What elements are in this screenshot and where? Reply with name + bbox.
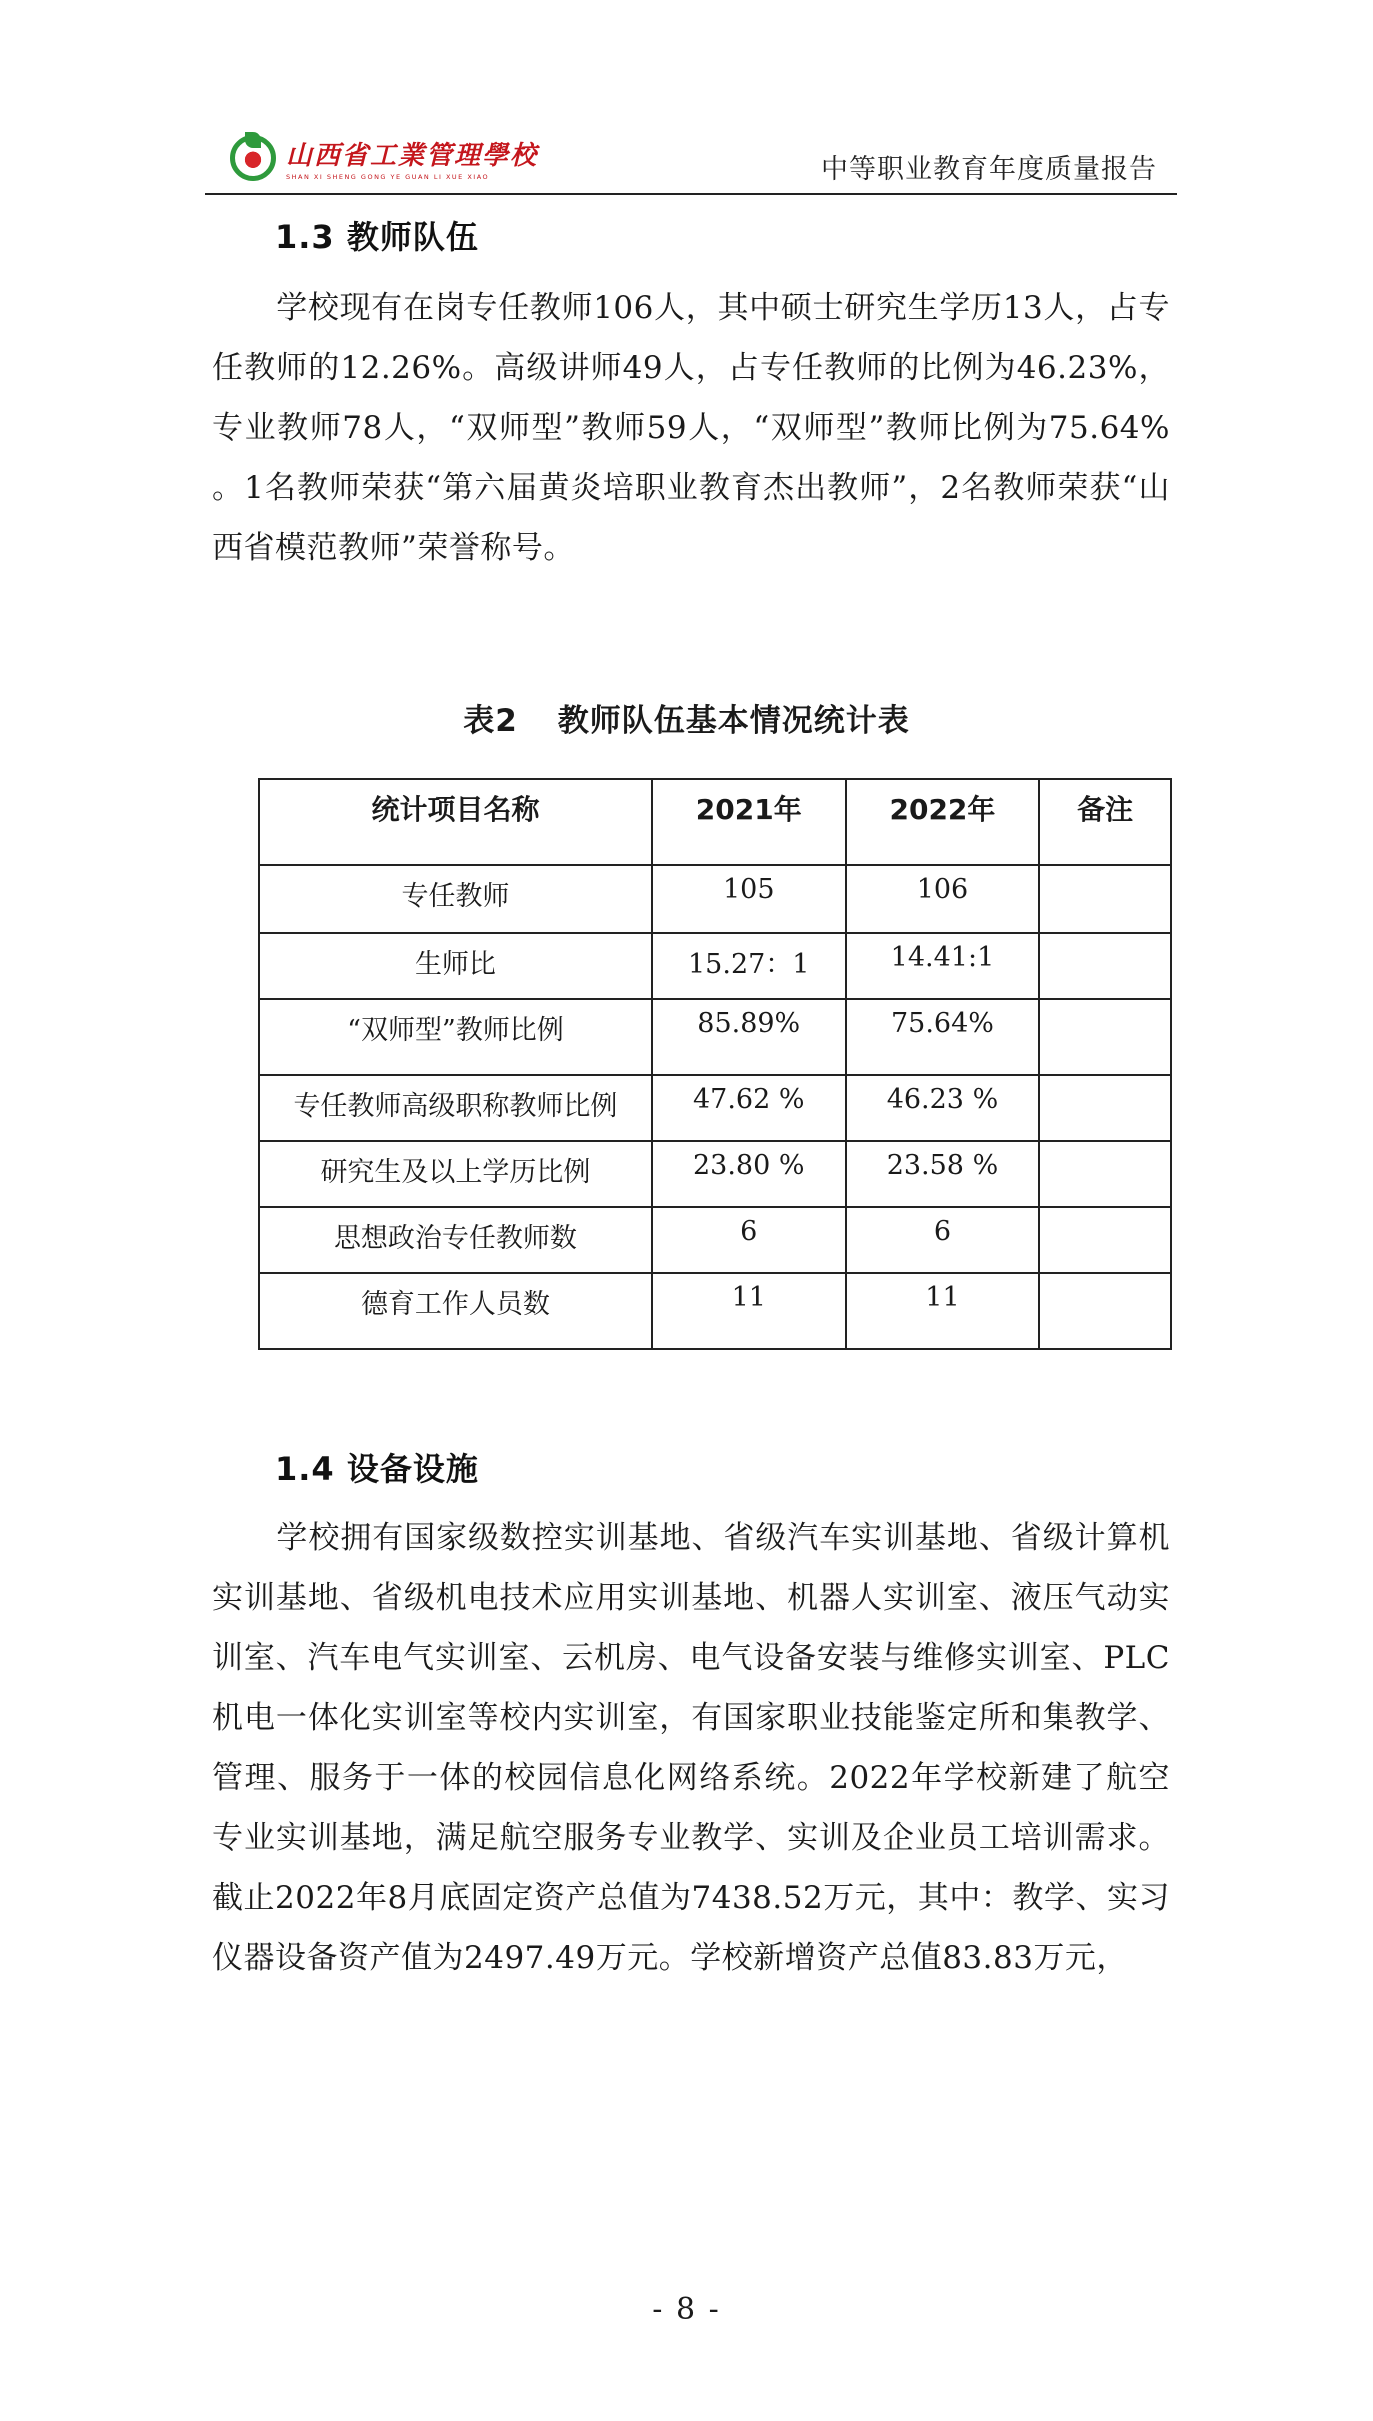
table-row xyxy=(259,933,1171,999)
section-title-facilities: 1.4 设备设施 xyxy=(275,1450,479,1488)
value-2021: 47.62 % xyxy=(652,1075,846,1141)
table-caption xyxy=(0,695,1373,740)
teacher-stats-table xyxy=(258,778,1172,1350)
row-label: 专任教师高级职称教师比例 xyxy=(259,1075,652,1141)
value-2021: 15.27：1 xyxy=(652,933,846,999)
remarks-cell xyxy=(1039,865,1171,933)
value-2021: 85.89% xyxy=(652,999,846,1075)
school-logo xyxy=(230,135,538,181)
logo-pinyin-name: SHAN XI SHENG GONG YE GUAN LI XUE XIAO xyxy=(286,173,490,181)
remarks-cell xyxy=(1039,1207,1171,1273)
table-row xyxy=(259,1141,1171,1207)
header-2021: 2021年 xyxy=(652,779,846,865)
row-label: “双师型”教师比例 xyxy=(259,999,652,1075)
table-row xyxy=(259,1273,1171,1349)
teachers-paragraph xyxy=(212,278,1170,578)
header-item-name: 统计项目名称 xyxy=(259,779,652,865)
table-row xyxy=(259,865,1171,933)
value-2022: 6 xyxy=(846,1207,1040,1273)
header-divider xyxy=(205,193,1177,195)
table-row xyxy=(259,999,1171,1075)
remarks-cell xyxy=(1039,933,1171,999)
facilities-paragraph-text: 学校拥有国家级数控实训基地、省级汽车实训基地、省级计算机实训基地、省级机电技术应用实训基地、机器人实训室、液压气动实训室、汽车电气实训室、云机房、电气设备安装与维修实训室、PLC机电一体化实训室等校内实训室，有国家职业技能鉴定所和集教学、管理、服务于一体的校园信息化网络系统。2022年学校新建了航空专业实训基地，满足航空服务专业教学、实训及企业员工培训需求。截止2022年8月底固定资产总值为7438.52万元，其中：教学、实习仪器设备资产值为2497.49万元。学校新增资产总值83.83万元， xyxy=(212,1520,1170,1976)
value-2022: 11 xyxy=(846,1273,1040,1349)
row-label: 生师比 xyxy=(259,933,652,999)
logo-chinese-name: 山西省工業管理學校 xyxy=(286,141,539,171)
row-label: 德育工作人员数 xyxy=(259,1273,652,1349)
page-header xyxy=(205,125,1177,195)
value-2021: 11 xyxy=(652,1273,846,1349)
remarks-cell xyxy=(1039,1075,1171,1141)
value-2022: 46.23 % xyxy=(846,1075,1040,1141)
row-label: 研究生及以上学历比例 xyxy=(259,1141,652,1207)
value-2021: 23.80 % xyxy=(652,1141,846,1207)
table-header-row xyxy=(259,779,1171,865)
remarks-cell xyxy=(1039,1273,1171,1349)
remarks-cell xyxy=(1039,1141,1171,1207)
value-2022: 14.41:1 xyxy=(846,933,1040,999)
report-title: 中等职业教育年度质量报告 xyxy=(821,154,1157,185)
row-label: 思想政治专任教师数 xyxy=(259,1207,652,1273)
table-number: 表2 xyxy=(463,703,518,739)
remarks-cell xyxy=(1039,999,1171,1075)
value-2021: 6 xyxy=(652,1207,846,1273)
table-title: 教师队伍基本情况统计表 xyxy=(557,703,910,739)
value-2022: 106 xyxy=(846,865,1040,933)
header-2022: 2022年 xyxy=(846,779,1040,865)
value-2022: 75.64% xyxy=(846,999,1040,1075)
section-title-teachers: 1.3 教师队伍 xyxy=(275,218,479,256)
table-row xyxy=(259,1075,1171,1141)
table-row xyxy=(259,1207,1171,1273)
school-emblem-icon xyxy=(230,135,276,181)
facilities-paragraph xyxy=(212,1508,1170,1988)
page-number: - 8 - xyxy=(652,2292,721,2327)
header-remarks: 备注 xyxy=(1039,779,1171,865)
teachers-paragraph-text: 学校现有在岗专任教师106人，其中硕士研究生学历13人，占专任教师的12.26%。高级讲师49人，占专任教师的比例为46.23%，专业教师78人，“双师型”教师59人，“双师型”教师比例为75.64% 。1名教师荣获“第六届黄炎培职业教育杰出教师”，2名教师荣获“山西省模范教师”荣誉称号。 xyxy=(212,290,1170,566)
value-2022: 23.58 % xyxy=(846,1141,1040,1207)
row-label: 专任教师 xyxy=(259,865,652,933)
value-2021: 105 xyxy=(652,865,846,933)
